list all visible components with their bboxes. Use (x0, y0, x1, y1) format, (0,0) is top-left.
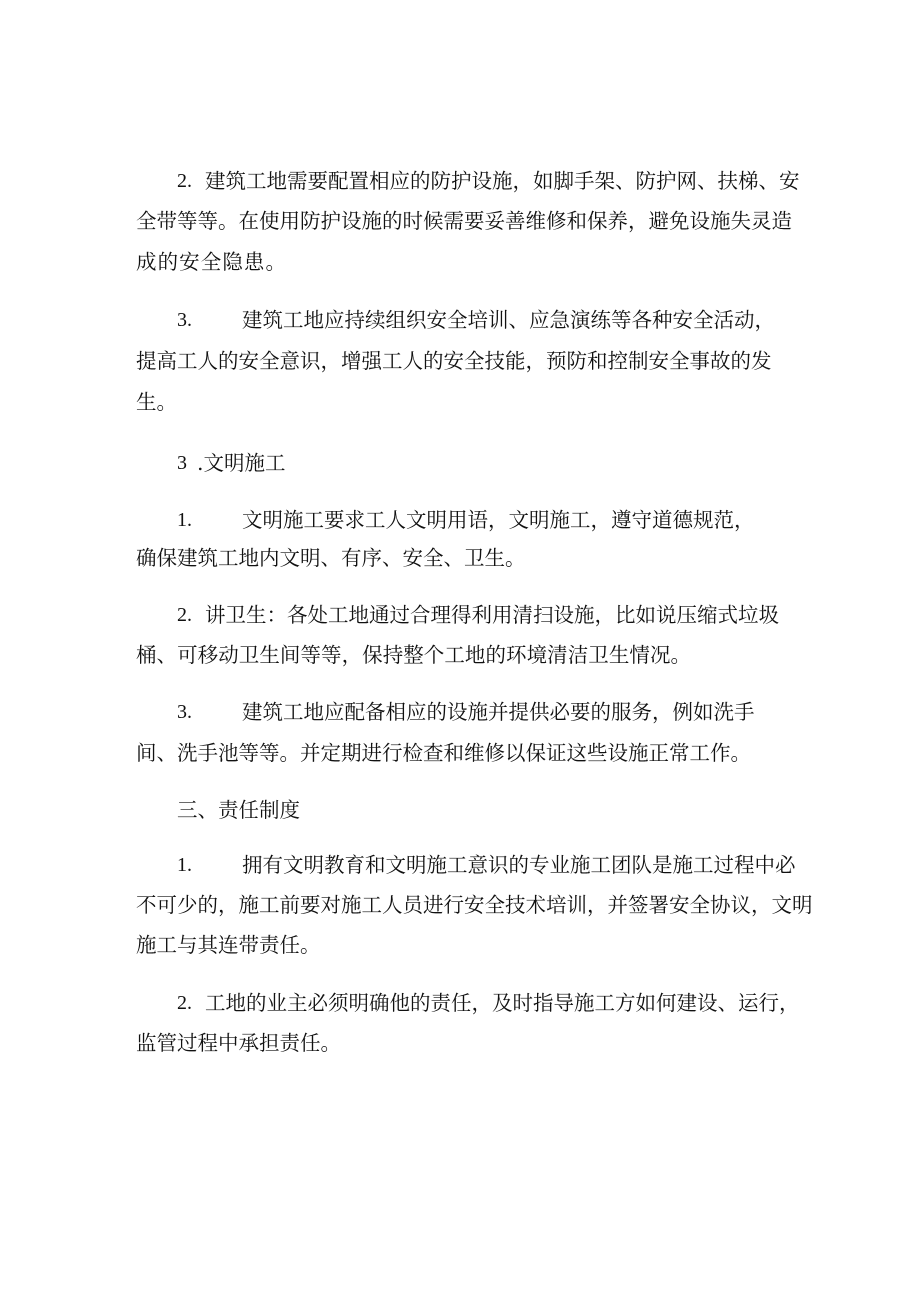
text-line: 建筑工地需要配置相应的防护设施，如脚手架、防护网、扶梯、安 (205, 169, 800, 193)
text-line: 拥有文明教育和文明施工意识的专业施工团队是施工过程中必 (242, 853, 796, 877)
text-line: 建筑工地应配备相应的设施并提供必要的服务，例如洗手 (242, 700, 755, 724)
list-number: 1. (177, 854, 192, 876)
list-number: 2. (177, 604, 192, 626)
list-number: 2. (177, 170, 192, 192)
text-line: 讲卫生：各处工地通过合理得利用清扫设施，比如说压缩式垃圾 (205, 603, 779, 627)
text-line: 间、洗手池等等。并定期进行检查和维修以保证这些设施正常工作。 (136, 741, 751, 765)
section-heading: .文明施工 (197, 451, 286, 475)
text-line: 建筑工地应持续组织安全培训、应急演练等各种安全活动， (242, 308, 775, 332)
text-line: 监管过程中承担责任。 (136, 1031, 341, 1055)
text-line: 不可少的，施工前要对施工人员进行安全技术培训，并签署安全协议，文明 (136, 893, 813, 917)
heading-number: 3 (177, 452, 187, 474)
text-line: 施工与其连带责任。 (136, 933, 321, 957)
text-line: 生。 (136, 390, 177, 414)
text-line: 成的安全隐患。 (136, 250, 286, 274)
text-line: 工地的业主必须明确他的责任，及时指导施工方如何建设、运行， (205, 991, 800, 1015)
list-number: 3. (177, 309, 192, 331)
section-heading: 三、责任制度 (177, 798, 300, 822)
list-number: 3. (177, 701, 192, 723)
list-number: 2. (177, 992, 192, 1014)
text-line: 提高工人的安全意识，增强工人的安全技能，预防和控制安全事故的发 (136, 349, 772, 373)
text-line: 确保建筑工地内文明、有序、安全、卫生。 (136, 546, 526, 570)
text-line: 文明施工要求工人文明用语，文明施工，遵守道德规范， (242, 508, 755, 532)
list-number: 1. (177, 509, 192, 531)
text-line: 桶、可移动卫生间等等，保持整个工地的环境清洁卫生情况。 (136, 643, 691, 667)
text-line: 全带等等。在使用防护设施的时候需要妥善维修和保养，避免设施失灵造 (136, 209, 792, 233)
